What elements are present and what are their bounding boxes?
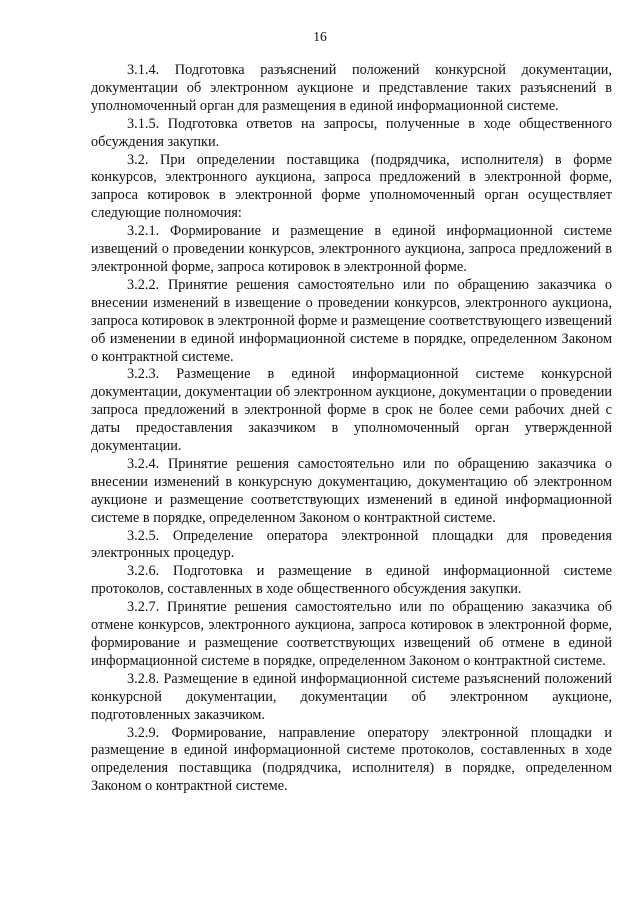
paragraph-3-2-1: 3.2.1. Формирование и размещение в единой информационной системе извещений о проведении конкурсов, электронного аукциона, запроса предложений в электронной форме, запроса котировок в электронной форме. [91,223,612,275]
paragraph-3-2: 3.2. При определении поставщика (подрядчика, исполнителя) в форме конкурсов, электронного аукциона, запроса предложений в электронной форме, запроса котировок в электронной форме уполномоченный орган осуществляет следующие полномочия: [91,151,612,222]
paragraph-3-2-5: 3.2.5. Определение оператора электронной площадки для проведения электронных процедур. [91,527,612,562]
paragraph-3-2-3: 3.2.3. Размещение в единой информационной системе конкурсной документации, документации об электронном аукционе, документации о проведении запроса предложений в электронной форме в срок не более семи рабочих дней с даты предоставления заказчиком в уполномоченный орган утвержденной документации. [91,366,612,455]
paragraph-3-2-8: 3.2.8. Размещение в единой информационной системе разъяснений положений конкурсной документации, документации об электронном аукционе, подготовленных заказчиком. [91,670,612,723]
paragraph-3-1-5: 3.1.5. Подготовка ответов на запросы, полученные в ходе общественного обсуждения закупки. [91,115,612,150]
paragraph-3-2-2: 3.2.2. Принятие решения самостоятельно или по обращению заказчика о внесении изменений в извещение о проведении конкурсов, электронного аукциона, запроса котировок в электронной форме и размещение соответствующего извещений об изменении в единой информационной системе в порядке, определенном Законом о контрактной системе. [91,276,612,365]
paragraph-3-2-6: 3.2.6. Подготовка и размещение в единой информационной системе протоколов, составленных в ходе общественного обсуждения закупки. [91,563,612,598]
page-number: 16 [313,29,327,44]
paragraph-3-2-4: 3.2.4. Принятие решения самостоятельно или по обращению заказчика о внесении изменений в конкурсную документацию, документацию об электронном аукционе и размещение соответствующих изменений в единой информационной системе в порядке, определенном Законом о контрактной системе. [91,455,612,526]
paragraph-3-2-7: 3.2.7. Принятие решения самостоятельно или по обращению заказчика об отмене конкурсов, электронного аукциона, запроса котировок в электронной форме, формирование и размещение соответствующих извещений об отмене в единой информационной системе в порядке, определенном Законом о контрактной системе. [91,599,612,669]
document-body [91,62,612,796]
paragraph-3-2-9: 3.2.9. Формирование, направление оператору электронной площадки и размещение в единой информационной системе протоколов, составленных в ходе определения поставщика (подрядчика, исполнителя) в порядке, определенном Законом о контрактной системе. [91,724,612,795]
paragraph-3-1-4: 3.1.4. Подготовка разъяснений положений конкурсной документации, документации об электронном аукционе и представление таких разъяснений в уполномоченный орган для размещения в единой информационной системе. [91,62,612,114]
